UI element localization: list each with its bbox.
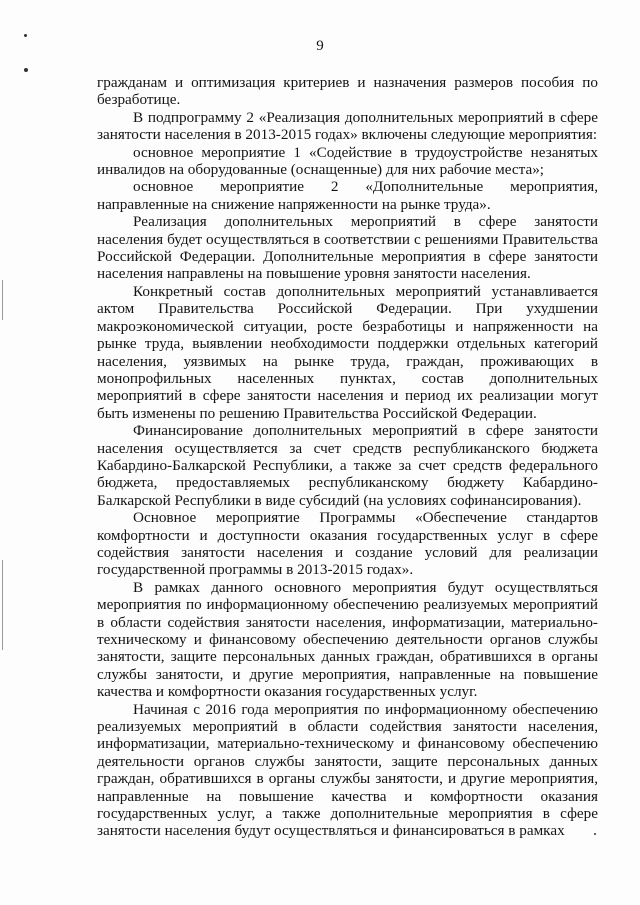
paragraph: Финансирование дополнительных мероприятий в сфере занятости населения осуществляется за счет средств республиканского бюджета Кабардино-Балкарской Республики, а также за счет средств федерального бюджета, предоставляемых республиканскому бюджету Кабардино-Балкарской Республики в виде субсидий (на условиях софинансирования).	[97, 422, 598, 509]
paragraph: Основное мероприятие Программы «Обеспечение стандартов комфортности и доступности оказания государственных услуг в сфере содействия занятости населения и создание условий для реализации государственной программы в 2013-2015 годах».	[97, 509, 598, 579]
body-text	[97, 74, 598, 840]
scan-edge-mark	[2, 280, 3, 320]
scan-speck	[24, 68, 28, 72]
page-number: 9	[316, 38, 324, 54]
paragraph: Начиная с 2016 года мероприятия по информационному обеспечению реализуемых мероприятий в области содействия занятости населения, информатизации, материально-техническому и финансовому обеспечению деятельности органов службы занятости, защите персональных данных граждан, обратившихся в органы службы занятости, и другие мероприятия, направленные на повышение качества и комфортности оказания государственных услуг, а также дополнительные мероприятия в сфере занятости населения будут осуществляться и финансироваться в рамках	[97, 700, 598, 840]
paragraph: основное мероприятие 1 «Содействие в трудоустройстве незанятых инвалидов на оборудованные (оснащенные) для них рабочие места»;	[97, 143, 598, 179]
paragraph: В рамках данного основного мероприятия будут осуществляться мероприятия по информационному обеспечению реализуемых мероприятий в области содействия занятости населения, информатизации, материально-техническому и финансовому обеспечению деятельности органов службы занятости, защите персональных данных граждан, обратившихся в органы службы занятости, и другие мероприятия, направленные на повышение качества и комфортности оказания государственных услуг.	[97, 578, 598, 701]
paragraph: основное мероприятие 2 «Дополнительные мероприятия, направленные на снижение напряженности на рынке труда».	[97, 178, 598, 213]
paragraph: В подпрограмму 2 «Реализация дополнительных мероприятий в сфере занятости населения в 2013-2015 годах» включены следующие мероприятия:	[97, 108, 598, 144]
paragraph: Реализация дополнительных мероприятий в сфере занятости населения будет осуществляться в соответствии с решениями Правительства Российской Федерации. Дополнительные мероприятия в сфере занятости населения направлены на повышение уровня занятости населения.	[97, 213, 598, 283]
paragraph: гражданам и оптимизация критериев и назначения размеров пособия по безработице.	[97, 74, 598, 109]
paragraph: Конкретный состав дополнительных мероприятий устанавливается актом Правительства Российской Федерации. При ухудшении макроэкономической ситуации, росте безработицы и напряженности на рынке труда, выявлении необходимости поддержки отдельных категорий населения, уязвимых на рынке труда, граждан, проживающих в монопрофильных населенных пунктах, состав дополнительных мероприятий в сфере занятости населения и период их реализации могут быть изменены по решению Правительства Российской Федерации.	[97, 282, 598, 422]
scan-speck	[24, 34, 27, 37]
scan-edge-mark	[2, 560, 3, 650]
